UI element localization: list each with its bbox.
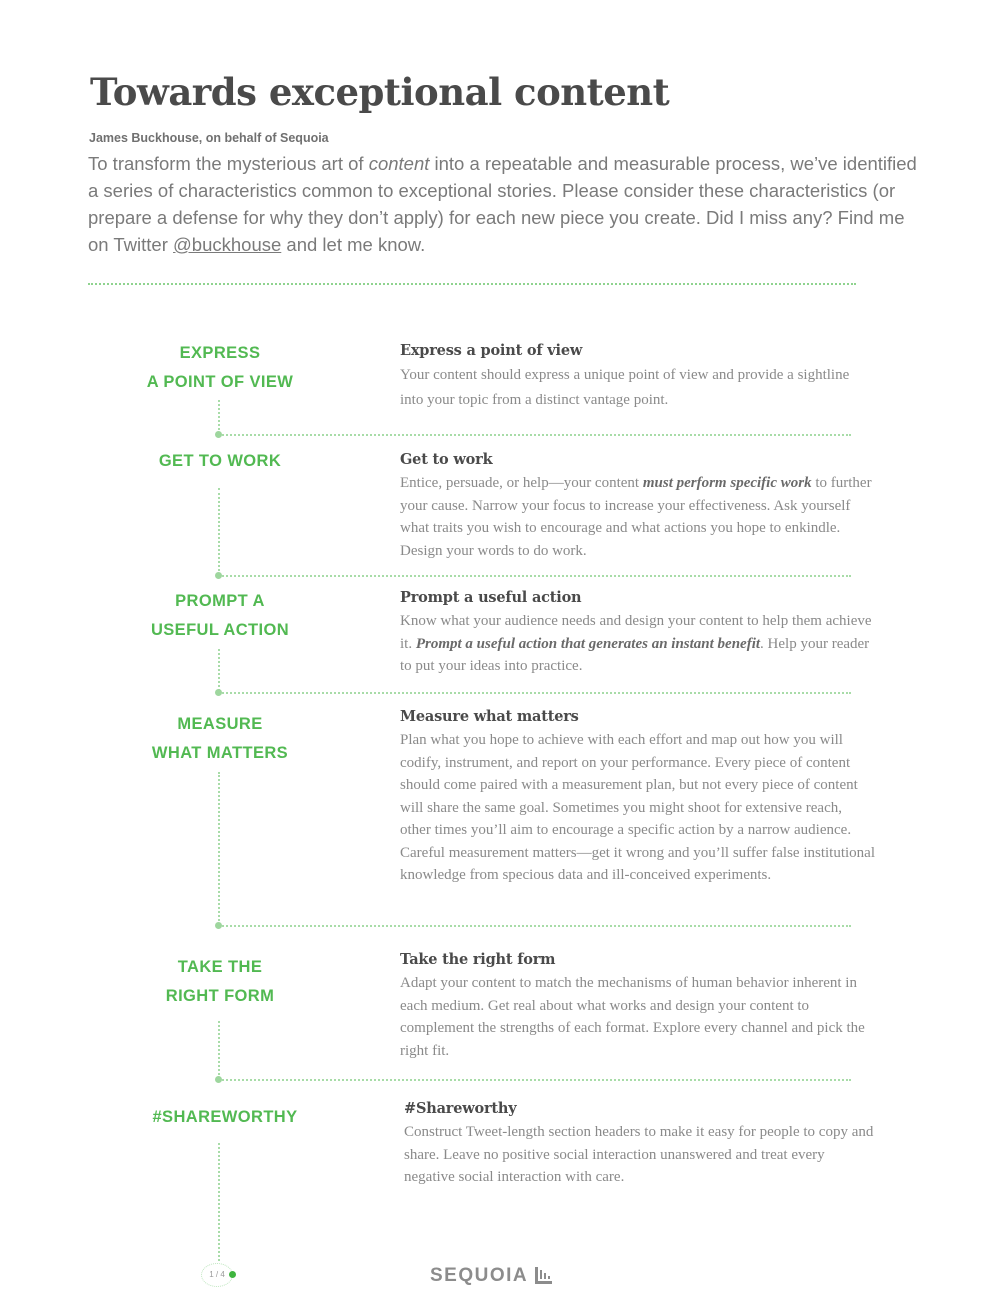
section-label-line: RIGHT FORM [165, 986, 275, 1005]
timeline-node [215, 922, 222, 929]
timeline-node [215, 1076, 222, 1083]
section-body [400, 610, 875, 678]
section-body [404, 1121, 879, 1189]
section-heading: #Shareworthy [404, 1100, 517, 1117]
page-title: Towards exceptional content [90, 70, 670, 114]
section-detail-measure [400, 708, 875, 887]
page-indicator-dot [229, 1271, 236, 1278]
intro-text-1: To transform the mysterious art of [88, 153, 369, 174]
section-body-emphasis: Prompt a useful action that generates an instant benefit [415, 635, 761, 652]
section-detail-prompt-action [400, 589, 875, 678]
timeline-connector [218, 1143, 220, 1261]
timeline-connector [218, 488, 220, 575]
timeline-connector [218, 1021, 220, 1079]
sequoia-logo-icon [535, 1267, 552, 1284]
timeline-node [215, 431, 222, 438]
author-byline: James Buckhouse, on behalf of Sequoia [89, 131, 329, 145]
section-label-shareworthy [125, 1103, 325, 1136]
sequoia-logo-text: SEQUOIA [430, 1265, 529, 1286]
section-divider [219, 434, 851, 436]
section-heading: Prompt a useful action [400, 589, 582, 606]
section-label-line: A POINT OF VIEW [146, 372, 294, 391]
section-heading: Take the right form [400, 951, 556, 968]
timeline-connector [218, 646, 220, 691]
section-detail-shareworthy [404, 1100, 879, 1189]
timeline-node [215, 689, 222, 696]
section-body [400, 363, 875, 413]
section-body-text: Know what your audience needs and design your content to help them achieve it. [400, 613, 872, 652]
section-divider [219, 575, 851, 577]
section-label-line: MEASURE [177, 715, 263, 733]
section-label-get-to-work [120, 447, 320, 480]
section-label-line: EXPRESS [179, 344, 261, 362]
intro-paragraph [88, 150, 918, 258]
section-label-line: TAKE THE [177, 958, 263, 976]
section-body-text: . Help your reader to put your ideas into practice. [400, 635, 870, 674]
section-detail-express [400, 342, 875, 413]
intro-text-2: into a repeatable and measurable process, we’ve identified a series of characteristics common to exceptional stories. Please consider these characteristics (or prepare a defense for why they don’t apply) for each new piece you create. Did I miss any? Find me on Twitter [88, 153, 917, 255]
section-label-prompt-action [120, 587, 320, 648]
section-body-text: Your content should express a unique point of view and provide a sightline into your topic from a distinct vantage point. [400, 367, 850, 408]
section-label-line: PROMPT A [175, 592, 265, 610]
section-divider [219, 692, 851, 694]
section-label-measure [120, 710, 320, 771]
section-body-text: Plan what you hope to achieve with each effort and map out how you will codify, instrument, and report on your performance. Every piece of content should come paired with a measurement plan, but not every piece of content will share the same goal. Sometimes you might shoot for extensive reach, other times you’ll aim to encourage a specific action by a narrow audience. Careful measurement matters—get it wrong and you’ll suffer false institutional knowledge from specious data and ill-conceived experiments. [400, 732, 876, 883]
section-body [400, 472, 875, 562]
intro-text-3: and let me know. [281, 234, 426, 255]
section-label-line: USEFUL ACTION [150, 620, 290, 639]
section-body [400, 729, 875, 887]
timeline-connector [218, 772, 220, 925]
section-heading: Measure what matters [400, 708, 579, 725]
section-divider [219, 1079, 851, 1081]
section-body-text: to further your cause. Narrow your focus to increase your effectiveness. Ask yourself what traits you wish to encourage and what actions you hope to enkindle. Design your words to do work. [400, 475, 872, 559]
section-body-text: Adapt your content to match the mechanisms of human behavior inherent in each medium. Get real about what works and design your content to complement the strengths of each format. Explore every channel and pick the right fit. [400, 975, 865, 1059]
section-label-express [120, 339, 320, 400]
section-heading: Express a point of view [400, 342, 583, 359]
section-label-line: #SHAREWORTHY [152, 1108, 298, 1126]
section-body-text: Entice, persuade, or help—your content [400, 475, 643, 491]
section-divider [219, 925, 851, 927]
section-body-emphasis: must perform specific work [642, 475, 812, 491]
twitter-handle-link[interactable]: @buckhouse [173, 234, 282, 255]
section-label-right-form [120, 953, 320, 1014]
section-heading: Get to work [400, 451, 493, 468]
intro-emphasis: content [368, 153, 430, 174]
section-body [400, 972, 875, 1062]
section-detail-get-to-work [400, 451, 875, 562]
timeline-node [215, 572, 222, 579]
section-label-line: WHAT MATTERS [151, 743, 289, 762]
section-body-text: Construct Tweet-length section headers to make it easy for people to copy and share. Leave no positive social interaction unanswered and treat every negative social interaction with care. [404, 1124, 874, 1185]
section-detail-right-form [400, 951, 875, 1062]
page-indicator: 1 / 4 [201, 1263, 233, 1287]
intro-divider [88, 283, 856, 285]
section-label-line: GET TO WORK [158, 452, 282, 470]
